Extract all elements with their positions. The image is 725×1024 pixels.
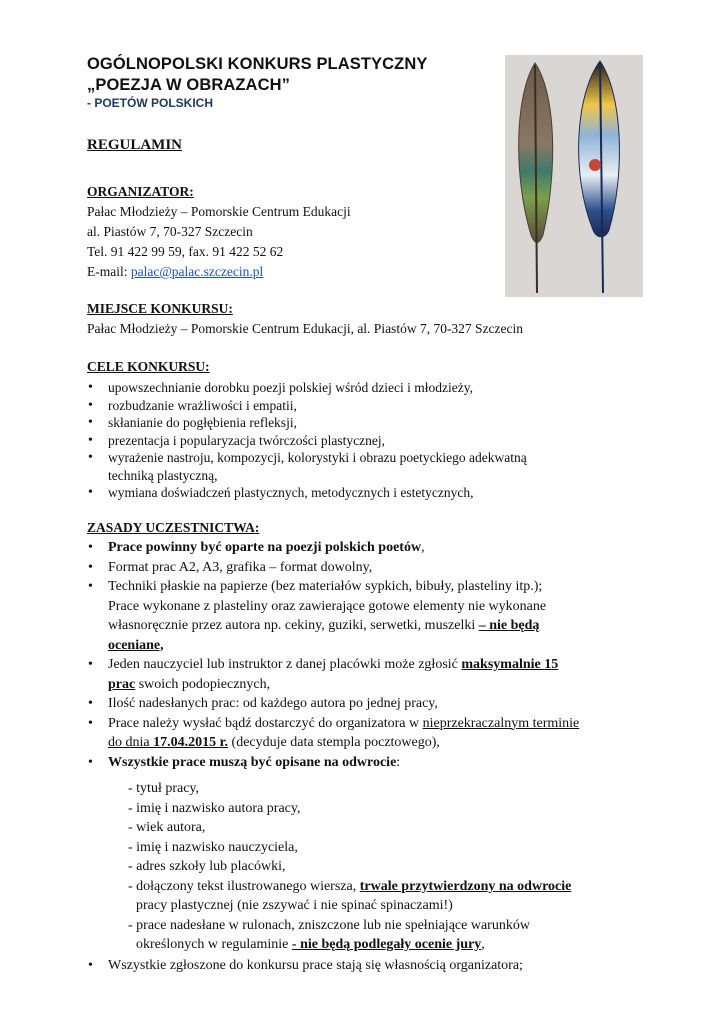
- list-item: • skłanianie do pogłębienia refleksji,: [87, 414, 527, 432]
- list-item-line: wyrażenie nastroju, kompozycji, kolorystyki i obrazu poetyckiego adekwatną: [108, 450, 527, 465]
- rules-list-continued: [87, 956, 523, 976]
- sub-item: - adres szkoły lub placówki,: [128, 859, 286, 874]
- venue-heading: MIEJSCE KONKURSU:: [87, 301, 233, 316]
- title-line-1: OGÓLNOPOLSKI KONKURS PLASTYCZNY: [87, 55, 428, 73]
- list-item: [87, 753, 579, 773]
- email-label: E-mail:: [87, 264, 131, 279]
- rule-text: Prace należy wysłać bądź dostarczyć do organizatora w: [108, 715, 423, 731]
- rule-text: Wszystkie prace muszą być opisane na odwrocie: [108, 754, 397, 770]
- rule-text: nieprzekraczalnym terminie: [422, 715, 580, 731]
- rule-text: Jeden nauczyciel lub instruktor z danej placówki może zgłosić: [108, 657, 462, 672]
- sub-item-text: - nie będą podlegały ocenie jury: [291, 937, 482, 952]
- rule-text: :: [396, 754, 401, 770]
- email-link[interactable]: palac@palac.szczecin.pl: [130, 264, 264, 279]
- sub-item: - imię i nazwisko nauczyciela,: [128, 840, 298, 855]
- sub-item-text: określonych w regulaminie: [136, 937, 292, 952]
- rule-text: prac: [108, 676, 136, 692]
- organizer-name: Pałac Młodzieży – Pomorskie Centrum Edukacji: [87, 204, 351, 219]
- list-item: • Format prac A2, A3, grafika – format dowolny,: [87, 558, 579, 578]
- sub-item-text: - dołączony tekst ilustrowanego wiersza,: [128, 879, 360, 894]
- rule-text: 17.04.2015 r.: [153, 735, 229, 750]
- organizer-address: al. Piastów 7, 70-327 Szczecin: [87, 224, 253, 239]
- rule-text: swoich podopiecznych,: [135, 676, 271, 692]
- list-item: • wymiana doświadczeń plastycznych, metodycznych i estetycznych,: [87, 484, 527, 502]
- rule-text: (decyduje data stempla pocztowego),: [228, 735, 440, 750]
- rule-text: – nie będą: [478, 618, 540, 633]
- list-item: • Wszystkie zgłoszone do konkursu prace stają się własnością organizatora;: [87, 956, 523, 976]
- sub-item: pracy plastycznej (nie zszywać i nie spinać spinaczami!): [136, 898, 453, 913]
- subtitle: - POETÓW POLSKICH: [87, 96, 213, 110]
- venue-text: Pałac Młodzieży – Pomorskie Centrum Edukacji, al. Piastów 7, 70-327 Szczecin: [87, 321, 524, 336]
- list-item: [87, 577, 579, 655]
- sub-item-text: trwale przytwierdzony na odwrocie: [359, 879, 572, 894]
- list-item: • upowszechnianie dorobku poezji polskiej wśród dzieci i młodzieży,: [87, 379, 527, 397]
- goals-heading: CELE KONKURSU:: [87, 359, 210, 374]
- sub-item: [136, 935, 485, 955]
- organizer-email-line: [87, 264, 263, 280]
- list-item: • Ilość nadesłanych prac: od każdego autora po jednej pracy,: [87, 694, 579, 714]
- rule-text: maksymalnie 15: [461, 657, 559, 672]
- sub-item: [128, 877, 571, 897]
- rules-list: [87, 538, 579, 772]
- feathers-icon: [505, 55, 643, 297]
- list-item: • rozbudzanie wrażliwości i empatii,: [87, 397, 527, 415]
- list-item: [87, 538, 579, 558]
- sub-item: - imię i nazwisko autora pracy,: [128, 801, 301, 816]
- organizer-phone: Tel. 91 422 99 59, fax. 91 422 52 62: [87, 244, 284, 259]
- rule-text: Prace powinny być oparte na poezji polskich poetów: [108, 540, 422, 555]
- title-line-2: „POEZJA W OBRAZACH”: [87, 76, 290, 94]
- sub-item: - prace nadesłane w rulonach, zniszczone lub nie spełniające warunków: [128, 918, 530, 933]
- rule-text: ,: [421, 540, 425, 555]
- sub-item-text: ,: [481, 937, 485, 952]
- list-item-line: techniką plastyczną,: [108, 467, 218, 483]
- rule-text: Prace wykonane z plasteliny oraz zawierające gotowe elementy nie wykonane: [108, 598, 547, 614]
- goals-list: [87, 379, 527, 502]
- organizer-heading: ORGANIZATOR:: [87, 184, 194, 199]
- sub-item: - wiek autora,: [128, 820, 206, 835]
- rule-text: Techniki płaskie na papierze (bez materiałów sypkich, bibuły, plasteliny itp.);: [108, 579, 543, 594]
- painted-feathers-illustration: [505, 55, 643, 297]
- regulamin-heading: REGULAMIN: [87, 137, 183, 153]
- rule-text: oceniane,: [108, 637, 164, 653]
- list-item: [87, 714, 579, 753]
- rule-text: do dnia: [108, 735, 154, 750]
- rule-text: własnoręcznie przez autora np. cekiny, guziki, serwetki, muszelki: [108, 618, 479, 633]
- list-item: • prezentacja i popularyzacja twórczości plastycznej,: [87, 432, 527, 450]
- list-item: [87, 655, 579, 694]
- list-item: [87, 449, 527, 484]
- rules-heading: ZASADY UCZESTNICTWA:: [87, 520, 260, 535]
- sub-item: - tytuł pracy,: [128, 781, 200, 796]
